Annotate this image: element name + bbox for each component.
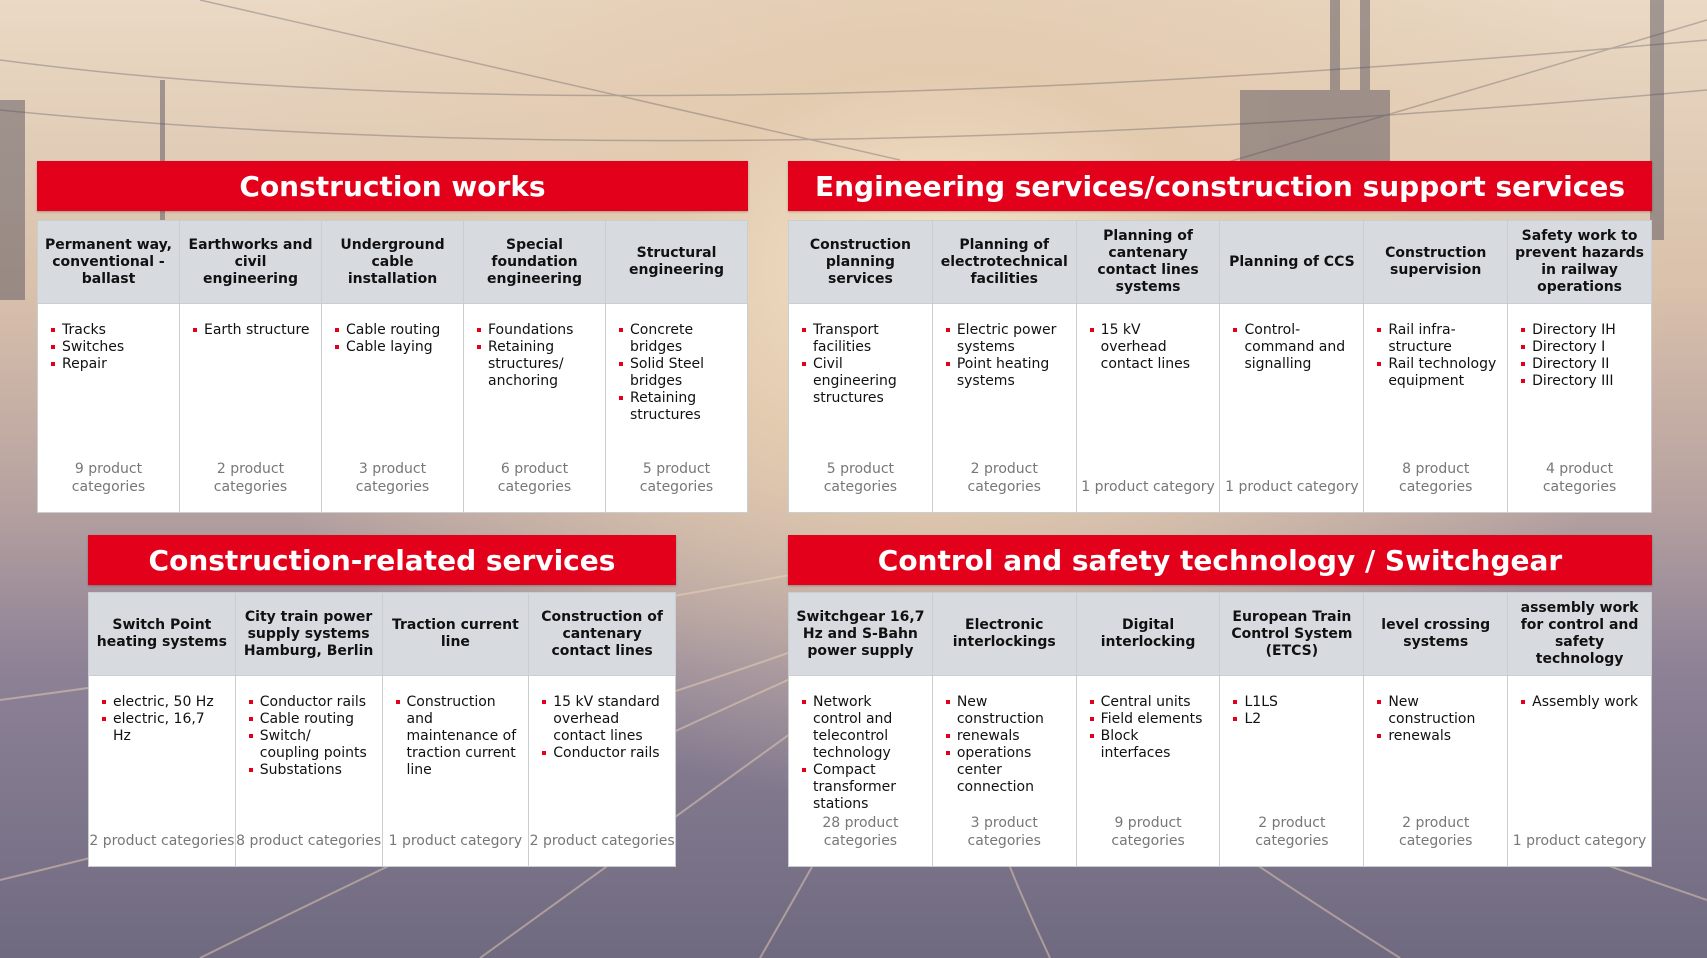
list-item: Retaining structures/ anchoring: [476, 339, 595, 390]
product-count: 9 product categories: [71, 461, 146, 495]
category-header: Permanent way, conventional - ballast: [38, 221, 179, 304]
category-header: level crossing systems: [1364, 593, 1507, 676]
product-count: 2 product categories: [1255, 815, 1329, 849]
category-column: [235, 593, 382, 866]
product-count: 2 product categories: [213, 461, 288, 495]
list-item: Switch/ coupling points: [248, 728, 372, 762]
list-item: Rail infra-structure: [1376, 322, 1497, 356]
category-grid: [88, 592, 676, 867]
list-item: Civil engineering structures: [801, 356, 922, 407]
category-header: Underground cable installation: [322, 221, 463, 304]
category-header: City train power supply systems Hamburg, Berlin: [236, 593, 382, 676]
list-item: Repair: [50, 356, 169, 373]
list-item: Solid Steel bridges: [618, 356, 737, 390]
panel-title: Engineering services/construction support services: [788, 161, 1652, 211]
category-header: Switchgear 16,7 Hz and S-Bahn power supply: [789, 593, 932, 676]
list-item: electric, 50 Hz: [101, 694, 225, 711]
list-item: New construction: [1376, 694, 1497, 728]
product-count: 6 product categories: [497, 461, 572, 495]
category-header: Planning of electrotechnical facilities: [933, 221, 1076, 304]
list-item: Directory III: [1520, 373, 1641, 390]
list-item: Foundations: [476, 322, 595, 339]
category-header: assembly work for control and safety technology: [1508, 593, 1651, 676]
panel-construction-related-services: [88, 535, 676, 867]
list-item: Conductor rails: [541, 745, 665, 762]
product-count: 3 product categories: [967, 815, 1041, 849]
list-item: Directory I: [1520, 339, 1641, 356]
category-header: Earthworks and civil engineering: [180, 221, 321, 304]
category-header: Planning of CCS: [1220, 221, 1363, 304]
list-item: Tracks: [50, 322, 169, 339]
category-column: [1507, 221, 1651, 512]
category-header: Traction current line: [383, 593, 529, 676]
category-column: [1363, 593, 1507, 866]
category-grid: [37, 220, 748, 513]
product-count: 1 product category: [388, 833, 523, 849]
list-item: Point heating systems: [945, 356, 1066, 390]
product-count: 2 product categories: [967, 461, 1041, 495]
list-item: Concrete bridges: [618, 322, 737, 356]
panel-engineering-services: [788, 161, 1652, 513]
list-item: Switches: [50, 339, 169, 356]
panel-title: Construction works: [37, 161, 748, 211]
list-item: renewals: [945, 728, 1066, 745]
category-column: [179, 221, 321, 512]
list-item: Directory II: [1520, 356, 1641, 373]
panel-title: Control and safety technology / Switchgear: [788, 535, 1652, 585]
category-header: European Train Control System (ETCS): [1220, 593, 1363, 676]
category-column: [1507, 593, 1651, 866]
category-header: Construction of cantenary contact lines: [529, 593, 675, 676]
product-count: 8 product categories: [236, 833, 382, 849]
category-header: Digital interlocking: [1077, 593, 1220, 676]
list-item: Rail technology equipment: [1376, 356, 1497, 390]
list-item: Directory IH: [1520, 322, 1641, 339]
list-item: electric, 16,7 Hz: [101, 711, 225, 745]
panel-title: Construction-related services: [88, 535, 676, 585]
product-count: 1 product category: [1512, 833, 1647, 849]
category-column: [528, 593, 675, 866]
category-column: [789, 593, 932, 866]
list-item: Retaining structures: [618, 390, 737, 424]
list-item: Substations: [248, 762, 372, 779]
list-item: renewals: [1376, 728, 1497, 745]
product-count: 28 product categories: [822, 815, 899, 849]
category-column: [1363, 221, 1507, 512]
list-item: New construction: [945, 694, 1066, 728]
list-item: Conductor rails: [248, 694, 372, 711]
product-count: 3 product categories: [355, 461, 430, 495]
category-header: Construction supervision: [1364, 221, 1507, 304]
product-count: 2 product categories: [1399, 815, 1473, 849]
list-item: 15 kV overhead contact lines: [1089, 322, 1210, 373]
category-header: Safety work to prevent hazards in railway operations: [1508, 221, 1651, 304]
product-count: 2 product categories: [529, 833, 675, 849]
category-header: Planning of cantenary contact lines systems: [1077, 221, 1220, 304]
product-count: 2 product categories: [89, 833, 235, 849]
category-grid: [788, 220, 1652, 513]
list-item: Control-command and signalling: [1232, 322, 1353, 373]
category-header: Switch Point heating systems: [89, 593, 235, 676]
list-item: Transport facilities: [801, 322, 922, 356]
panel-control-safety-technology: [788, 535, 1652, 867]
list-item: Electric power systems: [945, 322, 1066, 356]
product-count: 5 product categories: [823, 461, 898, 495]
product-count: 1 product category: [1225, 479, 1359, 495]
list-item: Field elements: [1089, 711, 1210, 728]
category-header: Structural engineering: [606, 221, 747, 304]
category-column: [932, 593, 1076, 866]
category-column: [382, 593, 529, 866]
product-count: 8 product categories: [1399, 461, 1473, 495]
category-column: [38, 221, 179, 512]
category-column: [321, 221, 463, 512]
list-item: Compact transformer stations: [801, 762, 922, 813]
category-column: [89, 593, 235, 866]
list-item: Cable laying: [334, 339, 453, 356]
category-header: Electronic interlockings: [933, 593, 1076, 676]
category-column: [1076, 221, 1220, 512]
list-item: Earth structure: [192, 322, 311, 339]
list-item: Assembly work: [1520, 694, 1641, 711]
product-count: 4 product categories: [1542, 461, 1617, 495]
product-count: 1 product category: [1081, 479, 1215, 495]
category-grid: [788, 592, 1652, 867]
list-item: Cable routing: [334, 322, 453, 339]
category-header: Construction planning services: [789, 221, 932, 304]
category-column: [1076, 593, 1220, 866]
category-column: [605, 221, 747, 512]
category-column: [932, 221, 1076, 512]
panel-construction-works: [37, 161, 748, 513]
product-count: 5 product categories: [639, 461, 714, 495]
category-column: [463, 221, 605, 512]
list-item: 15 kV standard overhead contact lines: [541, 694, 665, 745]
list-item: Construction and maintenance of traction current line: [395, 694, 519, 779]
list-item: operations center connection: [945, 745, 1066, 796]
list-item: Central units: [1089, 694, 1210, 711]
category-column: [1219, 221, 1363, 512]
list-item: L1LS: [1232, 694, 1353, 711]
category-header: Special foundation engineering: [464, 221, 605, 304]
list-item: Cable routing: [248, 711, 372, 728]
category-column: [1219, 593, 1363, 866]
list-item: Block interfaces: [1089, 728, 1210, 762]
product-count: 9 product categories: [1111, 815, 1185, 849]
list-item: Network control and telecontrol technology: [801, 694, 922, 762]
list-item: L2: [1232, 711, 1353, 728]
category-column: [789, 221, 932, 512]
